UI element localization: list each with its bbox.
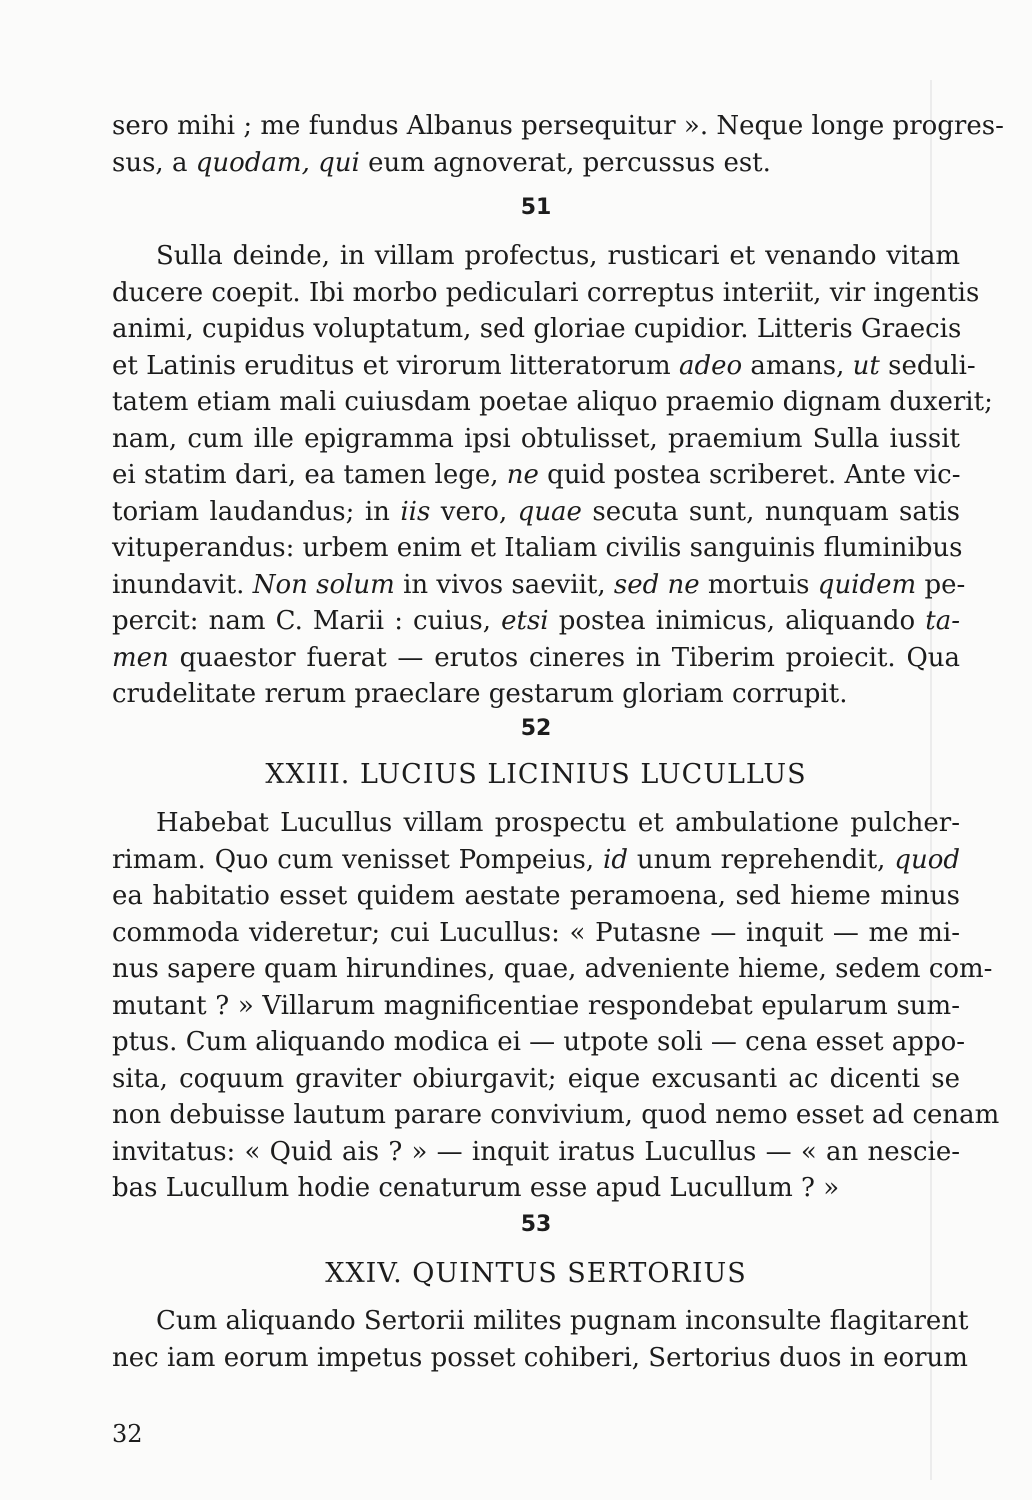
text-line: ptus. Cum aliquando modica ei — utpote soli — cena esset appo- (112, 1027, 966, 1057)
text-line: Habebat Lucullus villam prospectu et ambulatione pulcher- (156, 808, 960, 838)
text-line: Sulla deinde, in villam profectus, rusticari et venando vitam (156, 241, 960, 271)
text-line: sero mihi ; me fundus Albanus persequitur ». Neque longe progres- (112, 111, 1004, 141)
text-line: nam, cum ille epigramma ipsi obtulisset, praemium Sulla iussit (112, 423, 960, 454)
text-line: Cum aliquando Sertorii milites pugnam inconsulte flagitarent (156, 1306, 969, 1336)
text-line: bas Lucullum hodie cenaturum esse apud Lucullum ? » (112, 1173, 840, 1203)
text-line: percit: nam C. Marii : cuius, etsi postea inimicus, aliquando ta- (112, 606, 961, 636)
text-line: ea habitatio esset quidem aestate peramoena, sed hieme minus (112, 881, 960, 911)
section-number-51: 51 (520, 195, 552, 220)
text-line: commoda videretur; cui Lucullus: « Putasne — inquit — me mi- (112, 917, 960, 948)
text-line: men quaestor fuerat — erutos cineres in Tiberim proiecit. Qua (112, 642, 960, 673)
text-line: mutant ? » Villarum magnificentiae respondebat epularum sum- (112, 990, 960, 1021)
chapter-heading-lucullus: XXIII. LUCIUS LICINIUS LUCULLUS (265, 759, 807, 790)
text-line: et Latinis eruditus et virorum litteratorum adeo amans, ut seduli- (112, 350, 976, 381)
text-line: ducere coepit. Ibi morbo pediculari correptus interiit, vir ingentis (112, 277, 980, 308)
text-line: nus sapere quam hirundines, quae, adveniente hieme, sedem com- (112, 954, 993, 984)
text-line: tatem etiam mali cuiusdam poetae aliquo praemio dignam duxerit; (112, 387, 993, 417)
text-line: animi, cupidus voluptatum, sed gloriae cupidior. Litteris Graecis (112, 314, 962, 344)
section-number-52: 52 (520, 716, 552, 741)
text-line: invitatus: « Quid ais ? » — inquit iratus Lucullus — « an nescie- (112, 1136, 960, 1167)
section-number-53: 53 (520, 1212, 552, 1237)
text-line: ei statim dari, ea tamen lege, ne quid postea scriberet. Ante vic- (112, 460, 961, 490)
text-line: non debuisse lautum parare convivium, quod nemo esset ad cenam (112, 1100, 1000, 1130)
text-line: nec iam eorum impetus posset cohiberi, Sertorius duos in eorum (112, 1342, 968, 1373)
text-line: vituperandus: urbem enim et Italiam civilis sanguinis fluminibus (112, 533, 963, 563)
text-line: rimam. Quo cum venisset Pompeius, id unum reprehendit, quod (112, 844, 961, 875)
text-line: inundavit. Non solum in vivos saeviit, sed ne mortuis quidem pe- (112, 569, 966, 600)
chapter-heading-sertorius: XXIV. QUINTUS SERTORIUS (325, 1258, 747, 1289)
text-line: sus, a quodam, qui eum agnoverat, percussus est. (112, 147, 771, 178)
text-line: sita, coquum graviter obiurgavit; eique excusanti ac dicenti se (112, 1063, 960, 1094)
text-line: crudelitate rerum praeclare gestarum gloriam corrupit. (112, 679, 848, 709)
page-number: 32 (112, 1420, 143, 1448)
text-line: toriam laudandus; in iis vero, quae secuta sunt, nunquam satis (112, 496, 961, 527)
